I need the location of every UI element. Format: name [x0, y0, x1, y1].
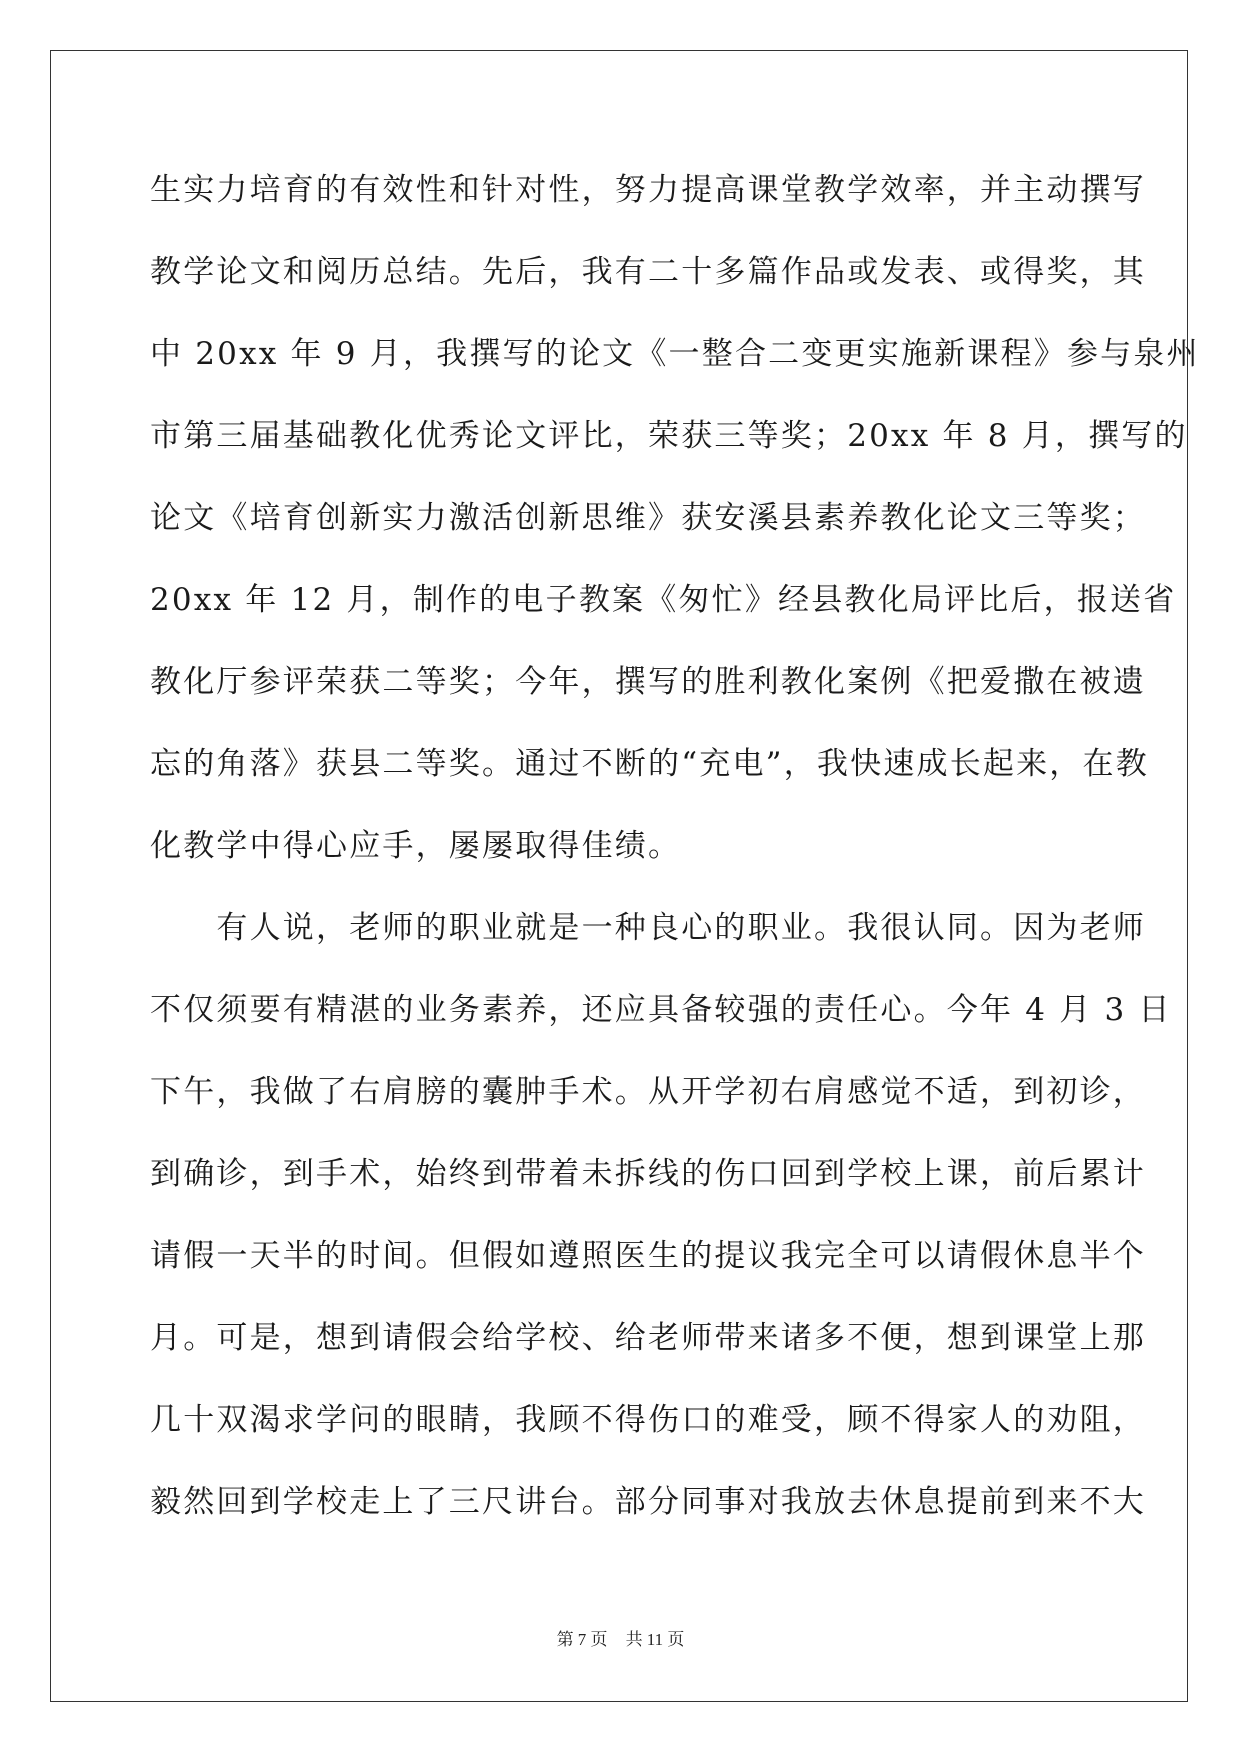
text-line: 生实力培育的有效性和针对性，努力提高课堂教学效率，并主动撰写 — [150, 172, 1146, 208]
page-number: 第 7 页 — [556, 1630, 608, 1649]
text-line: 请假一天半的时间。但假如遵照医生的提议我完全可以请假休息半个 — [150, 1238, 1146, 1274]
text-line: 化教学中得心应手，屡屡取得佳绩。 — [150, 828, 682, 864]
text-line: 下午，我做了右肩膀的囊肿手术。从开学初右肩感觉不适，到初诊， — [150, 1074, 1146, 1110]
text-line: 教学论文和阅历总结。先后，我有二十多篇作品或发表、或得奖，其 — [150, 254, 1146, 290]
text-line: 教化厅参评荣获二等奖；今年，撰写的胜利教化案例《把爱撒在被遗 — [150, 664, 1146, 700]
text-line: 中 20xx 年 9 月，我撰写的论文《一整合二变更实施新课程》参与泉州 — [150, 336, 1200, 372]
text-line: 不仅须要有精湛的业务素养，还应具备较强的责任心。今年 4 月 3 日 — [150, 992, 1172, 1028]
page-total: 共 11 页 — [625, 1630, 685, 1649]
page-footer — [0, 1625, 1241, 1650]
text-line: 忘的角落》获县二等奖。通过不断的“充电”，我快速成长起来，在教 — [150, 746, 1149, 782]
text-line: 论文《培育创新实力激活创新思维》获安溪县素养教化论文三等奖； — [150, 500, 1146, 536]
text-line: 月。可是，想到请假会给学校、给老师带来诸多不便，想到课堂上那 — [150, 1320, 1146, 1356]
document-body — [150, 160, 1200, 1554]
text-line: 20xx 年 12 月，制作的电子教案《匆忙》经县教化局评比后，报送省 — [150, 582, 1177, 618]
text-line: 几十双渴求学问的眼睛，我顾不得伤口的难受，顾不得家人的劝阻， — [150, 1402, 1146, 1438]
text-line: 有人说，老师的职业就是一种良心的职业。我很认同。因为老师 — [150, 910, 1146, 946]
text-line: 到确诊，到手术，始终到带着未拆线的伤口回到学校上课，前后累计 — [150, 1156, 1146, 1192]
text-line: 毅然回到学校走上了三尺讲台。部分同事对我放去休息提前到来不大 — [150, 1484, 1146, 1520]
text-line: 市第三届基础教化优秀论文评比，荣获三等奖；20xx 年 8 月，撰写的 — [150, 418, 1188, 454]
